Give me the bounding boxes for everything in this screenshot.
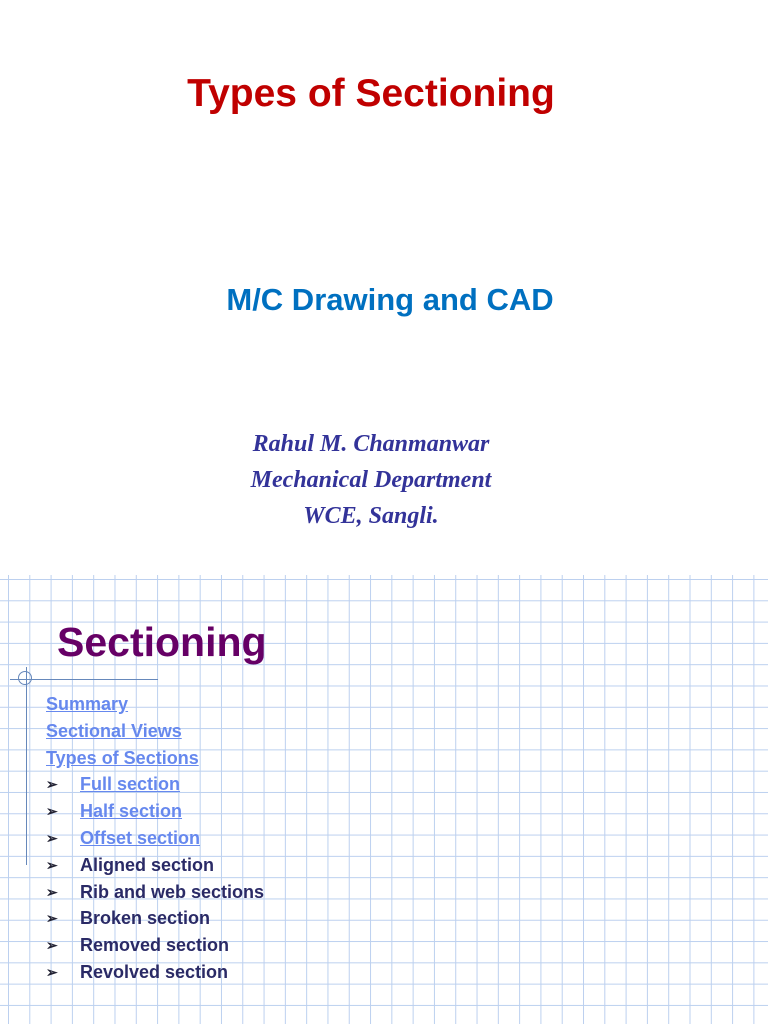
list-item[interactable]	[46, 798, 264, 825]
topic-label: Removed section	[80, 935, 230, 956]
author-name: Rahul M. Chanmanwar	[252, 431, 490, 457]
topic-label: Broken section	[80, 908, 211, 929]
topic-link[interactable]: Types of Sections	[46, 747, 199, 768]
topic-label: Rib and web sections	[80, 881, 265, 902]
list-item	[46, 852, 264, 879]
slide-subtitle: M/C Drawing and CAD	[226, 282, 554, 317]
list-item	[46, 879, 264, 906]
slide-title: Types of Sectioning	[187, 72, 555, 115]
list-item[interactable]	[46, 771, 264, 798]
list-item	[46, 905, 264, 932]
topic-link[interactable]: Offset section	[80, 827, 201, 848]
list-item[interactable]	[46, 825, 264, 852]
topic-link[interactable]: Summary	[46, 694, 129, 714]
author-department: Mechanical Department	[250, 467, 492, 493]
decorative-horizontal-rule	[10, 679, 158, 680]
sectioning-heading: Sectioning	[57, 619, 267, 665]
author-institution: WCE, Sangli.	[303, 503, 439, 529]
arrow-bullet-icon: ➢	[46, 829, 58, 846]
list-item	[46, 959, 264, 986]
topic-link[interactable]: Half section	[80, 801, 183, 822]
arrow-bullet-icon: ➢	[46, 776, 58, 793]
decorative-vertical-rule	[26, 667, 27, 865]
topic-link[interactable]: Sectional Views	[46, 720, 182, 741]
list-item[interactable]	[46, 745, 264, 772]
topic-label: Aligned section	[80, 854, 215, 875]
arrow-bullet-icon: ➢	[46, 883, 58, 900]
topic-label: Revolved section	[80, 961, 229, 982]
topic-list	[46, 691, 264, 986]
author-block	[0, 426, 742, 534]
arrow-bullet-icon: ➢	[46, 856, 58, 873]
arrow-bullet-icon: ➢	[46, 937, 58, 954]
arrow-bullet-icon: ➢	[46, 910, 58, 927]
list-item	[46, 932, 264, 959]
crosshair-icon	[18, 671, 32, 685]
arrow-bullet-icon: ➢	[46, 963, 58, 980]
arrow-bullet-icon: ➢	[46, 803, 58, 820]
list-item[interactable]	[46, 691, 264, 718]
sectioning-slide	[0, 575, 768, 1024]
list-item[interactable]	[46, 718, 264, 745]
topic-link[interactable]: Full section	[80, 774, 181, 795]
